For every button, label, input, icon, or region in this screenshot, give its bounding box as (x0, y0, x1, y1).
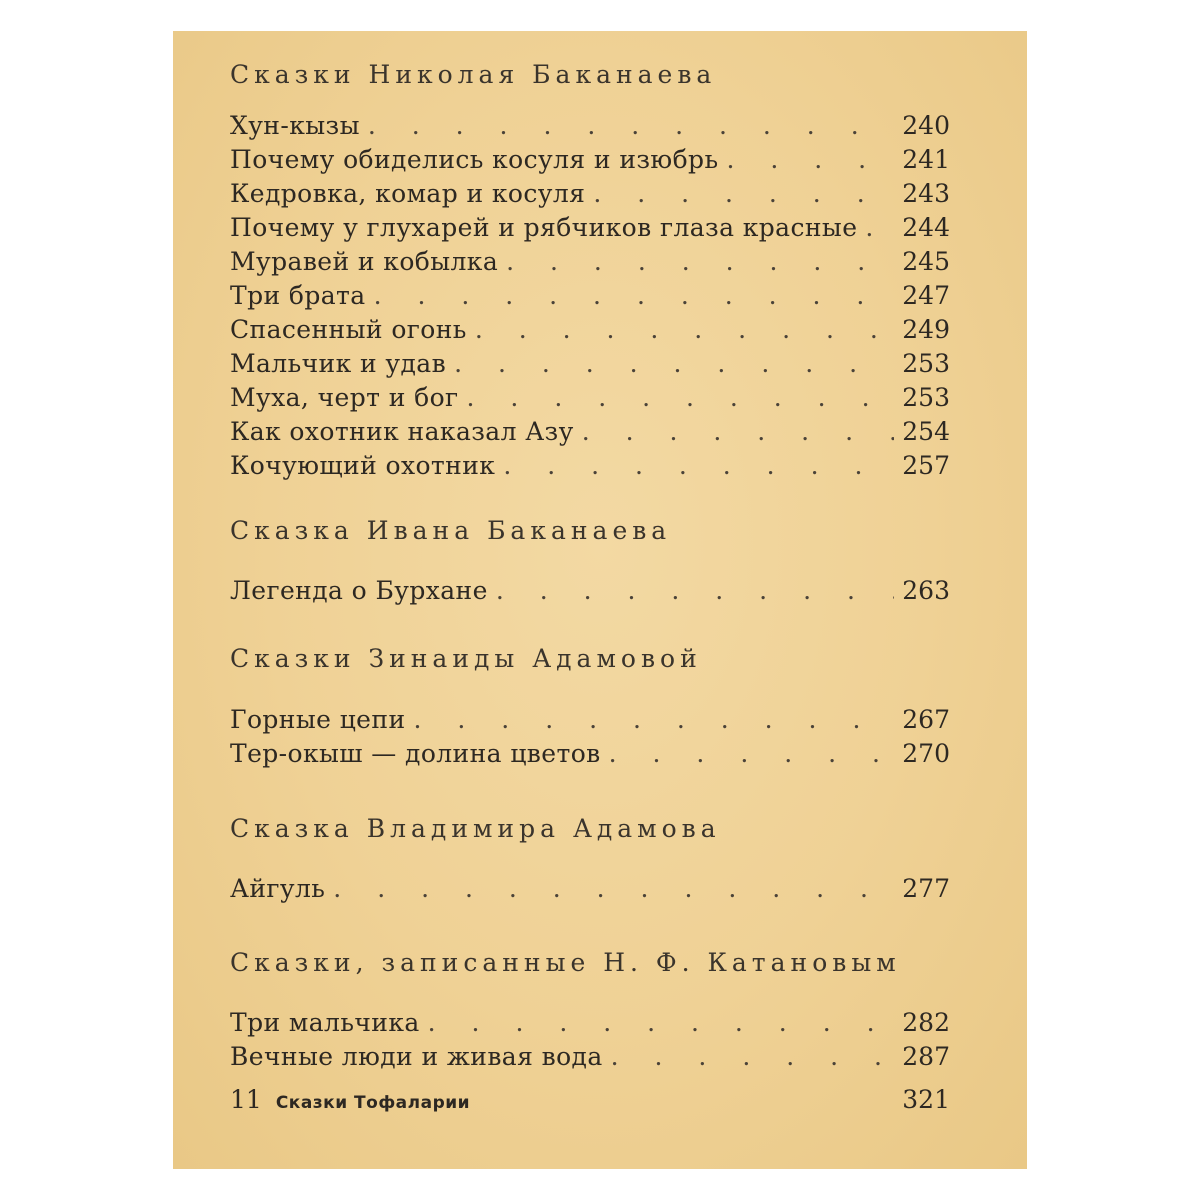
signature-title: Сказки Тофаларии (275, 1093, 471, 1113)
dot-leader (582, 417, 895, 446)
dot-leader (496, 576, 894, 605)
section-heading: Сказки, записанные Н. Ф. Катановым (230, 948, 901, 977)
entry-page-number: 287 (902, 1042, 950, 1071)
entry-title: Как охотник наказал Азу (230, 417, 574, 446)
entry-title: Муравей и кобылка (230, 247, 499, 276)
entry-title: Легенда о Бурхане (230, 576, 488, 605)
toc-entry (230, 383, 950, 415)
entry-page-number: 249 (902, 315, 950, 344)
dot-leader (454, 349, 894, 378)
entry-title: Три мальчика (230, 1008, 420, 1037)
dot-leader (609, 739, 895, 768)
entry-page-number: 254 (902, 417, 950, 446)
toc-entry (230, 349, 950, 381)
entry-title: Почему у глухарей и рябчиков глаза красные (230, 213, 858, 242)
toc-entry (230, 145, 950, 177)
toc-entry (230, 417, 950, 449)
dot-leader (593, 179, 894, 208)
dot-leader (611, 1042, 895, 1071)
entry-page-number: 240 (902, 111, 950, 140)
entry-title: Хун-кызы (230, 111, 360, 140)
dot-leader (374, 281, 895, 310)
dot-leader (506, 247, 894, 276)
section-heading: Сказка Владимира Адамова (230, 814, 721, 843)
page-footer (230, 1085, 950, 1117)
entry-title: Три брата (230, 281, 366, 310)
toc-entry (230, 576, 950, 608)
book-page (173, 31, 1027, 1169)
entry-page-number: 244 (902, 213, 950, 242)
entry-page-number: 267 (902, 705, 950, 734)
dot-leader (475, 315, 894, 344)
dot-leader (467, 383, 895, 412)
toc-entry (230, 281, 950, 313)
entry-page-number: 253 (902, 349, 950, 378)
toc-entry (230, 315, 950, 347)
entry-title: Вечные люди и живая вода (230, 1042, 603, 1071)
signature-number: 11 (230, 1085, 262, 1114)
entry-page-number: 257 (902, 451, 950, 480)
dot-leader (503, 451, 894, 480)
page-number: 321 (902, 1085, 950, 1114)
entry-title: Айгуль (230, 874, 326, 903)
entry-page-number: 253 (902, 383, 950, 412)
dot-leader (865, 213, 894, 242)
entry-page-number: 282 (902, 1008, 950, 1037)
entry-page-number: 263 (902, 576, 950, 605)
dot-leader (428, 1008, 895, 1037)
section-heading: Сказка Ивана Баканаева (230, 516, 672, 545)
entry-page-number: 243 (902, 179, 950, 208)
entry-title: Кедровка, комар и косуля (230, 179, 586, 208)
toc-entry (230, 247, 950, 279)
toc-entry (230, 739, 950, 771)
toc-entry (230, 1008, 950, 1040)
dot-leader (333, 874, 894, 903)
entry-page-number: 241 (902, 145, 950, 174)
entry-page-number: 277 (902, 874, 950, 903)
entry-title: Муха, черт и бог (230, 383, 459, 412)
entry-title: Тер-окыш — долина цветов (230, 739, 601, 768)
entry-page-number: 245 (902, 247, 950, 276)
toc-entry (230, 874, 950, 906)
toc-entry (230, 179, 950, 211)
toc-entry (230, 1042, 950, 1074)
toc-entry (230, 705, 950, 737)
entry-title: Горные цепи (230, 705, 406, 734)
entry-page-number: 247 (902, 281, 950, 310)
toc-entry (230, 213, 950, 245)
toc-entry (230, 451, 950, 483)
section-heading: Сказки Николая Баканаева (230, 60, 717, 89)
dot-leader (414, 705, 895, 734)
entry-title: Мальчик и удав (230, 349, 447, 378)
toc-entry (230, 111, 950, 143)
entry-title: Спасенный огонь (230, 315, 467, 344)
dot-leader (368, 111, 894, 140)
section-heading: Сказки Зинаиды Адамовой (230, 644, 702, 673)
entry-title: Почему обиделись косуля и изюбрь (230, 145, 719, 174)
entry-page-number: 270 (902, 739, 950, 768)
dot-leader (726, 145, 894, 174)
entry-title: Кочующий охотник (230, 451, 496, 480)
